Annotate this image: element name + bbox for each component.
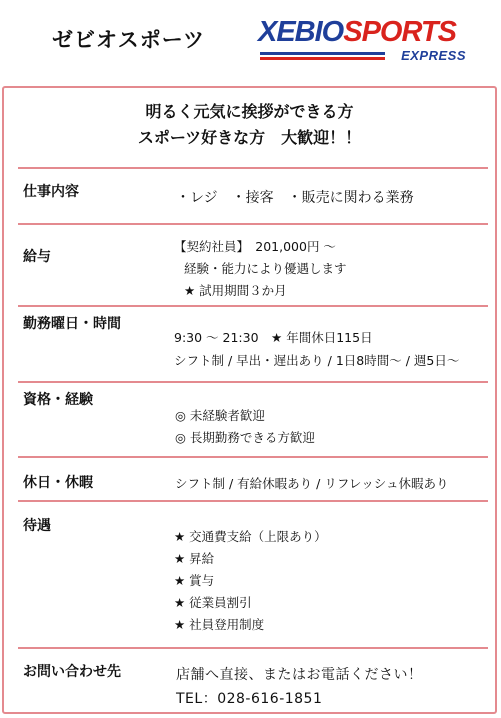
logo-stripe-red: [260, 57, 385, 60]
salary-line-1: 【契約社員】 201,000円 ～: [174, 239, 336, 254]
logo-stripe-blue: [260, 52, 385, 55]
contact-label: お問い合わせ先: [23, 664, 121, 680]
tagline-line-2: スポーツ好きな方 大歓迎！！: [137, 128, 362, 147]
salary-label: 給与: [23, 249, 51, 265]
benefits-line-2: ★ 昇給: [174, 551, 215, 566]
job-posting-card: [2, 86, 497, 714]
section-divider: [18, 500, 488, 502]
salary-line-3: ★ 試用期間３か月: [184, 283, 287, 298]
work-hours-label: 勤務曜日・時間: [23, 316, 121, 332]
section-divider: [18, 305, 488, 307]
section-divider: [18, 647, 488, 649]
benefits-line-4: ★ 従業員割引: [174, 595, 252, 610]
salary-line-2: 経験・能力により優遇します: [184, 261, 347, 276]
qualifications-label: 資格・経験: [23, 392, 93, 408]
contact-phone[interactable]: TEL：028-616-1851: [176, 691, 323, 707]
benefits-line-3: ★ 賞与: [174, 573, 215, 588]
section-divider: [18, 167, 488, 169]
holidays-label: 休日・休暇: [23, 475, 93, 491]
logo-wordmark: [258, 16, 456, 49]
logo-wordmark-part2: SPORTS: [343, 16, 456, 48]
header: [0, 0, 501, 84]
section-divider: [18, 381, 488, 383]
benefits-line-1: ★ 交通費支給（上限あり）: [174, 529, 327, 544]
section-divider: [18, 223, 488, 225]
qualifications-line-2: ◎ 長期勤務できる方歓迎: [175, 430, 315, 445]
job-description-value: ・レジ ・接客 ・販売に関わる業務: [176, 190, 414, 206]
xebio-sports-logo: [258, 16, 470, 68]
holidays-value: シフト制 / 有給休暇あり / リフレッシュ休暇あり: [175, 476, 449, 491]
work-hours-line-1: 9:30 ～ 21:30 ★ 年間休日115日: [174, 330, 373, 345]
qualifications-line-1: ◎ 未経験者歓迎: [175, 408, 265, 423]
job-description-label: 仕事内容: [23, 184, 79, 200]
work-hours-line-2: シフト制 / 早出・遅出あり / 1日8時間～ / 週5日～: [174, 353, 460, 368]
tagline-line-1: 明るく元気に挨拶ができる方: [145, 102, 354, 121]
benefits-line-5: ★ 社員登用制度: [174, 617, 265, 632]
company-name: ゼビオスポーツ: [52, 28, 205, 52]
benefits-label: 待遇: [23, 518, 51, 534]
logo-wordmark-part1: XEBIO: [258, 16, 344, 48]
logo-subtitle: EXPRESS: [401, 48, 466, 63]
contact-line-1: 店舗へ直接、またはお電話ください！: [176, 667, 423, 683]
section-divider: [18, 456, 488, 458]
